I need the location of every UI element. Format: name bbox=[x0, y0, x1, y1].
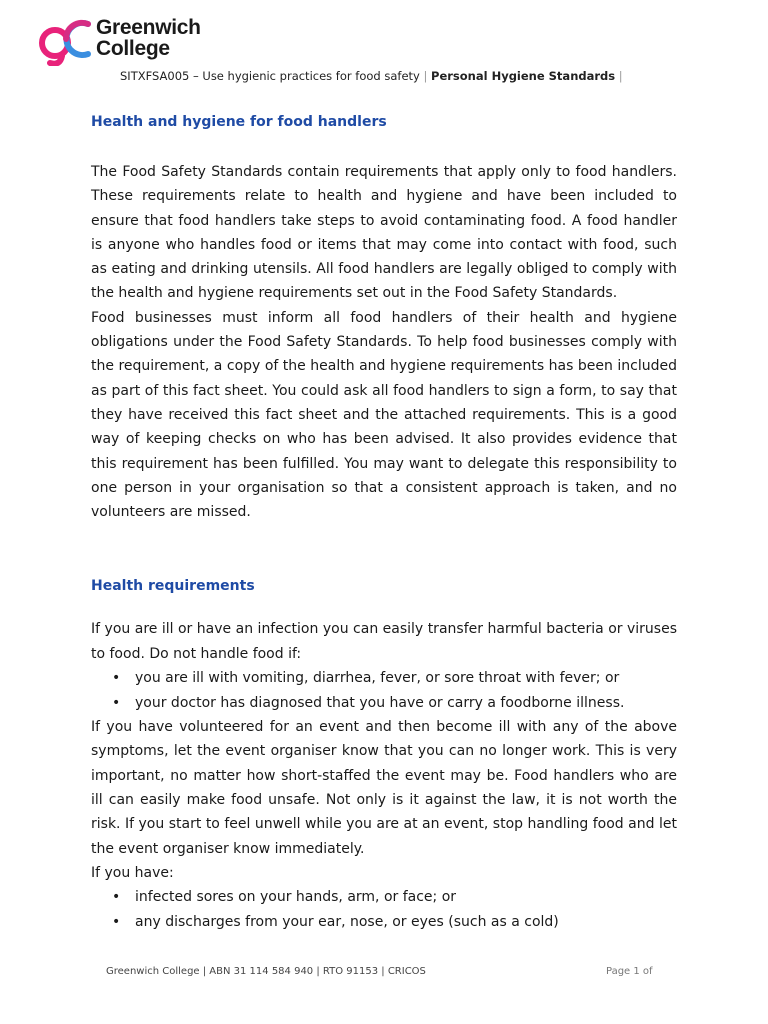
heading-health-hygiene: Health and hygiene for food handlers bbox=[91, 114, 387, 130]
bullet-list-sores bbox=[91, 885, 677, 934]
document-header bbox=[120, 69, 623, 83]
logo-line-1: Greenwich bbox=[96, 16, 201, 39]
header-separator: | bbox=[423, 69, 428, 83]
footer-text: Greenwich College | ABN 31 114 584 940 | RTO 91153 | CRICOS bbox=[106, 966, 426, 977]
header-section: Personal Hygiene Standards bbox=[431, 69, 616, 83]
footer-page-number: Page 1 of bbox=[606, 966, 653, 977]
paragraph-food-safety-standards: The Food Safety Standards contain requirements that apply only to food handlers. These requirements relate to health and hygiene and have been included to ensure that food handlers take steps to avoid contaminating food. A food handler is anyone who handles food or items that may come into contact with food, such as eating and drinking utensils. All food handlers are legally obliged to comply with the health and hygiene requirements set out in the Food Safety Standards. bbox=[91, 164, 677, 302]
document-body bbox=[91, 114, 677, 934]
college-logo bbox=[36, 12, 216, 66]
list-item: • your doctor has diagnosed that you have or carry a foodborne illness. bbox=[91, 691, 677, 716]
bullet-list-illness bbox=[91, 666, 677, 715]
paragraph-ill-intro: If you are ill or have an infection you can easily transfer harmful bacteria or viruses to food. Do not handle food if: bbox=[91, 621, 677, 662]
paragraph-if-you-have: If you have: bbox=[91, 864, 174, 881]
list-item: • infected sores on your hands, arm, or face; or bbox=[91, 885, 677, 910]
list-item: • you are ill with vomiting, diarrhea, fever, or sore throat with fever; or bbox=[91, 666, 677, 691]
paragraph-volunteer-ill: If you have volunteered for an event and then become ill with any of the above symptoms, let the event organiser know that you can no longer work. This is very important, no matter how short-staffed the event may be. Food handlers who are ill can easily make food unsafe. Not only is it against the law, it is not worth the risk. If you start to feel unwell while you are at an event, stop handling food and let the event organiser know immediately. bbox=[91, 719, 677, 857]
logo-wordmark bbox=[96, 17, 201, 59]
paragraph-inform-food-handlers: Food businesses must inform all food handlers of their health and hygiene obligations under the Food Safety Standards. To help food businesses comply with the requirement, a copy of the health and hygiene requirements has been included as part of this fact sheet. You could ask all food handlers to sign a form, to say that they have received this fact sheet and the attached requirements. This is a good way of keeping checks on who has been advised. It also provides evidence that this requirement has been fulfilled. You may want to delegate this responsibility to one person in your organisation so that a consistent approach is taken, and no volunteers are missed. bbox=[91, 309, 677, 521]
header-separator-end: | bbox=[618, 69, 623, 83]
logo-line-2: College bbox=[96, 37, 170, 60]
gc-logo-mark-icon bbox=[36, 12, 96, 66]
heading-health-requirements: Health requirements bbox=[91, 578, 255, 595]
list-item: • any discharges from your ear, nose, or eyes (such as a cold) bbox=[91, 910, 677, 935]
header-course: SITXFSA005 – Use hygienic practices for food safety bbox=[120, 69, 420, 83]
